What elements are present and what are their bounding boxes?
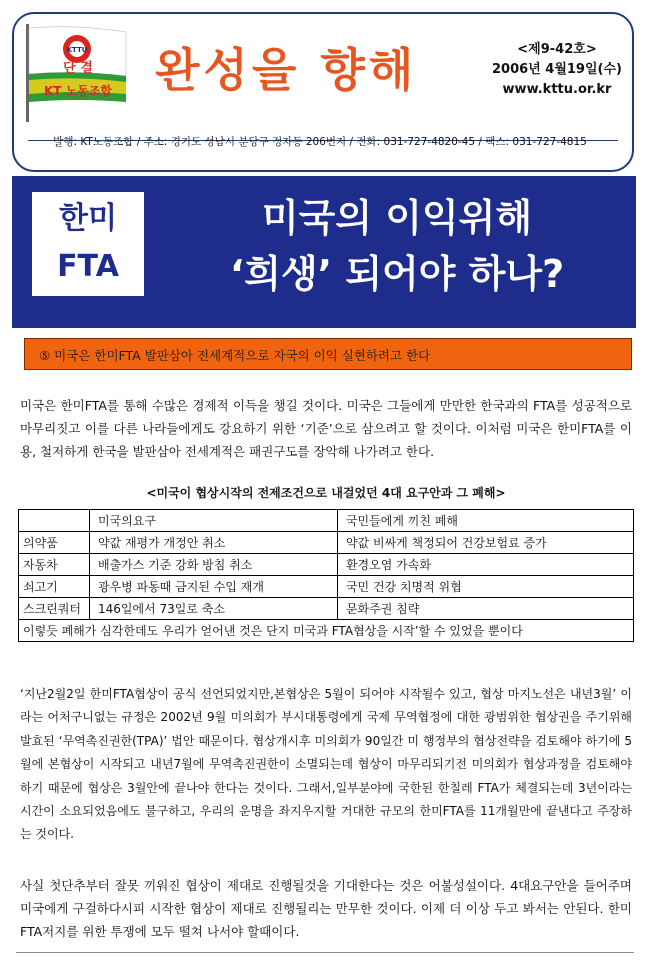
svg-text:KT 노동조합: KT 노동조합: [43, 84, 113, 98]
table-cell: 쇠고기: [19, 576, 90, 598]
table-cell: 146일에서 73일로 축소: [89, 598, 337, 620]
table-row: [19, 532, 634, 554]
issue-date: 2006년 4월19일(수): [492, 62, 622, 77]
body-paragraph-tpa: ‘지난2월2일 한미FTA협상이 공식 선언되었지만,본협상은 5월이 되어야 시작될수 있고, 협상 마지노선은 내년3월’ 이라는 어처구니없는 규정은 2002년 9월 미의회가 부시대통령에게 국제 무역협정에 대한 광범위한 협상권을 주기위해 발효된 ‘무역촉진권한(TPA)’ 법안 때문이다. 협상개시후 미의회가 90일간 미 행정부의 협상전략을 검토해야 하기에 5월에 본협상이 시작되고 내년7월에 무역촉진권한이 소멸되는데 협상이 마무리되기전 미의회가 협상과정을 검토해야 하기 때문에 협상은 3월안에 끝나야 한다는 것이다. 그래서,일부분야에 국한된 한칠레 FTA가 체결되는데 3년이라는 시간이 소요되었음에도 불구하고, 우리의 운명을 좌지우지할 거대한 규모의 한미FTA를 11개월만에 끝낸다고 주장하는 것이다.: [20, 687, 632, 842]
issue-info: [484, 40, 630, 100]
subtitle-bar: [24, 338, 632, 370]
table-row: [19, 598, 634, 620]
closing-paragraph: 사실 첫단추부터 잘못 끼워진 협상이 제대로 진행될것을 기대한다는 것은 어불성설이다. 4대요구안을 들어주며 미국에게 구걸하다시피 시작한 협상이 제대로 진행될리는 만무한 것이다. 이제 더 이상 두고 봐서는 안된다. 한미FTA저지를 위한 투쟁에 모두 떨쳐 나서야 할때이다.: [20, 878, 632, 939]
headline-banner: [12, 176, 636, 328]
headline-line-2: ‘희생’ 되어야 하나?: [229, 252, 565, 296]
topic-line-2: FTA: [57, 249, 119, 284]
table-cell: 자동차: [19, 554, 90, 576]
table-row: [19, 554, 634, 576]
table-cell: 스크린쿼터: [19, 598, 90, 620]
intro-paragraph: 미국은 한미FTA를 통해 수많은 경제적 이득을 챙길 것이다. 미국은 그들에게 만만한 한국과의 FTA를 성공적으로 마무리짓고 이를 다른 나라들에게도 강요하기 위한 ‘기준’으로 삼으려고 할 것이다. 이처럼 미국은 한미FTA를 이용, 철저하게 한국을 발판삼아 전세계적은 패권구도를 장악해 나가려고 한다.: [20, 398, 632, 459]
publisher-line: 발행: KT노동조합 / 주소: 경기도 성남시 분당구 정자동 206번지 / 전화: 031-727-4820-45 / 팩스: 031-727-4815: [53, 136, 587, 148]
issue-number: <제9-42호>: [517, 42, 597, 57]
table-footer-cell: 이렇듯 폐해가 심각한데도 우리가 얻어낸 것은 단지 미국과 FTA협상을 시작’할 수 있었을 뿐이다: [19, 620, 634, 642]
page-bottom-rule: [16, 952, 634, 953]
table-cell: 광우병 파동때 금지된 수입 재개: [89, 576, 337, 598]
svg-text:단 결: 단 결: [63, 61, 93, 76]
kttu-flag-logo: [22, 22, 132, 122]
table-caption: <미국이 협상시작의 전제조건으로 내걸었던 4대 요구안과 그 폐해>: [146, 486, 506, 500]
table-header-cell: 미국의요구: [89, 510, 337, 532]
table-cell: 약값 재평가 개정안 취소: [89, 532, 337, 554]
table-row: [19, 576, 634, 598]
table-cell: 배출가스 기준 강화 방침 취소: [89, 554, 337, 576]
website-link[interactable]: www.kttu.or.kr: [502, 82, 612, 97]
headline-line-1: 미국의 이익위해: [261, 196, 533, 240]
headline: [172, 190, 622, 302]
svg-text:KTTU: KTTU: [66, 46, 88, 54]
demands-table: [18, 509, 634, 642]
table-footer-row: [19, 620, 634, 642]
table-header-cell: [19, 510, 90, 532]
topic-box: [32, 192, 144, 296]
table-cell: 의약품: [19, 532, 90, 554]
table-header-row: [19, 510, 634, 532]
table-cell: 문화주권 침략: [337, 598, 633, 620]
subtitle-text: ⑤ 미국은 한미FTA 발판삼아 전세계적으로 자국의 이익 실현하려고 한다: [39, 348, 431, 363]
newsletter-title: 완성을 향해: [155, 43, 418, 97]
table-cell: 약값 비싸게 책정되어 건강보험료 증가: [337, 532, 633, 554]
table-cell: 국민 건강 치명적 위협: [337, 576, 633, 598]
topic-line-1: 한미: [59, 201, 117, 236]
table-cell: 환경오염 가속화: [337, 554, 633, 576]
table-header-cell: 국민들에게 끼친 폐해: [337, 510, 633, 532]
